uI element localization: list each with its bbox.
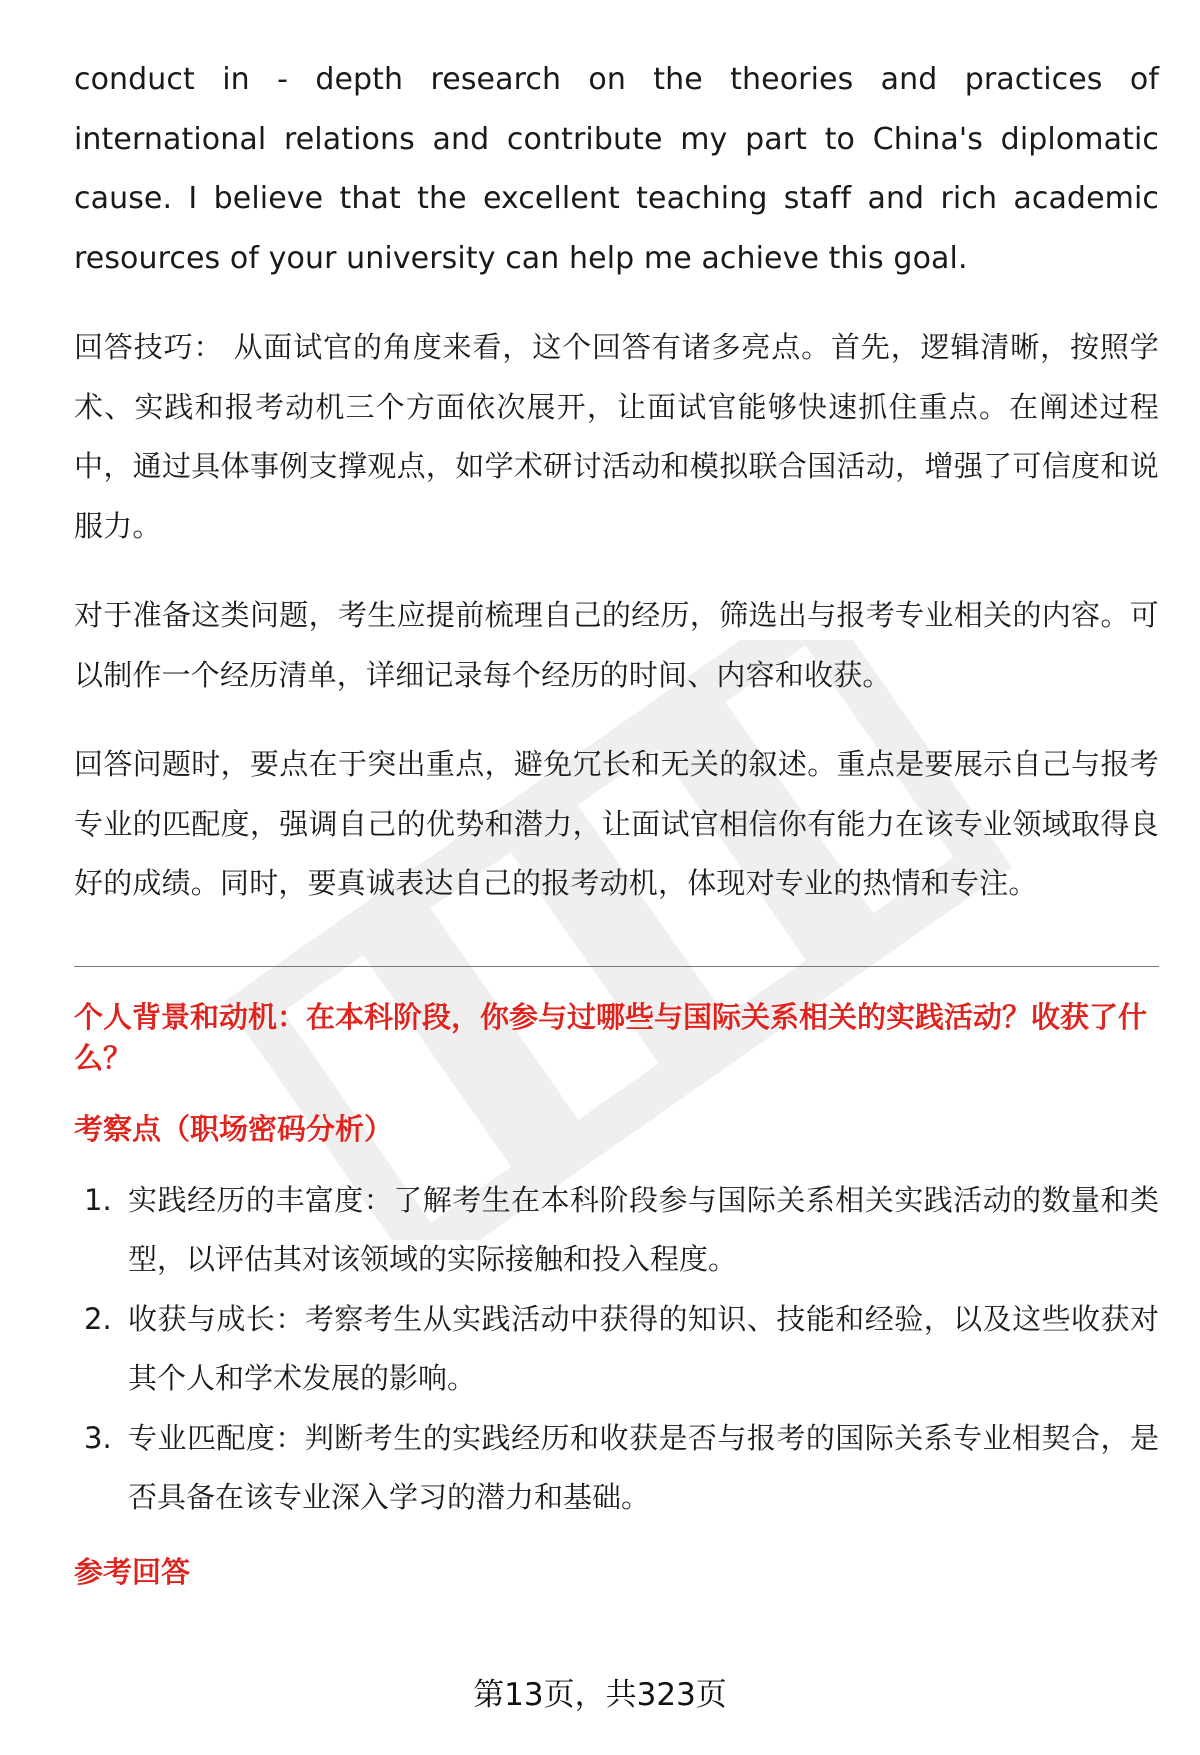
section-divider: [74, 966, 1159, 967]
list-item-text: 实践经历的丰富度：了解考生在本科阶段参与国际关系相关实践活动的数量和类型，以评估其对该领域的实际接触和投入程度。: [128, 1182, 1159, 1276]
list-item-text: 收获与成长：考察考生从实践活动中获得的知识、技能和经验，以及这些收获对其个人和学术发展的影响。: [128, 1301, 1159, 1395]
list-item-number: 2.: [84, 1301, 112, 1336]
list-item: [74, 1171, 1159, 1290]
list-item: [74, 1409, 1159, 1528]
assessment-points-list: [74, 1171, 1159, 1528]
list-item-text: 专业匹配度：判断考生的实践经历和收获是否与报考的国际关系专业相契合，是否具备在该专业深入学习的潜力和基础。: [128, 1420, 1159, 1514]
answering-focus-paragraph: 回答问题时，要点在于突出重点，避免冗长和无关的叙述。重点是要展示自己与报考专业的匹配度，强调自己的优势和潜力，让面试官相信你有能力在该专业领域取得良好的成绩。同时，要真诚表达自己的报考动机，体现对专业的热情和专注。: [74, 747, 1159, 900]
interview-question: 个人背景和动机：在本科阶段，你参与过哪些与国际关系相关的实践活动？收获了什么？: [74, 999, 1148, 1075]
reference-answer-heading: 参考回答: [74, 1554, 191, 1589]
list-item: [74, 1290, 1159, 1409]
list-item-number: 3.: [84, 1420, 112, 1455]
assessment-heading: 考察点（职场密码分析）: [74, 1111, 394, 1146]
answer-tips-paragraph: 回答技巧： 从面试官的角度来看，这个回答有诸多亮点。首先，逻辑清晰，按照学术、实践和报考动机三个方面依次展开，让面试官能够快速抓住重点。在阐述过程中，通过具体事例支撑观点，如学术研讨活动和模拟联合国活动，增强了可信度和说服力。: [74, 330, 1159, 543]
preparation-paragraph: 对于准备这类问题，考生应提前梳理自己的经历，筛选出与报考专业相关的内容。可以制作一个经历清单，详细记录每个经历的时间、内容和收获。: [74, 598, 1159, 692]
english-answer-paragraph: conduct in - depth research on the theories and practices of international relations and contribute my part to China's diplomatic cause. I believe that the excellent teaching staff and rich academic resources of your university can help me achieve this goal.: [74, 62, 1159, 276]
list-item-number: 1.: [84, 1182, 112, 1217]
document-page: [74, 50, 1159, 1614]
page-indicator: 第13页，共323页: [473, 1677, 727, 1713]
